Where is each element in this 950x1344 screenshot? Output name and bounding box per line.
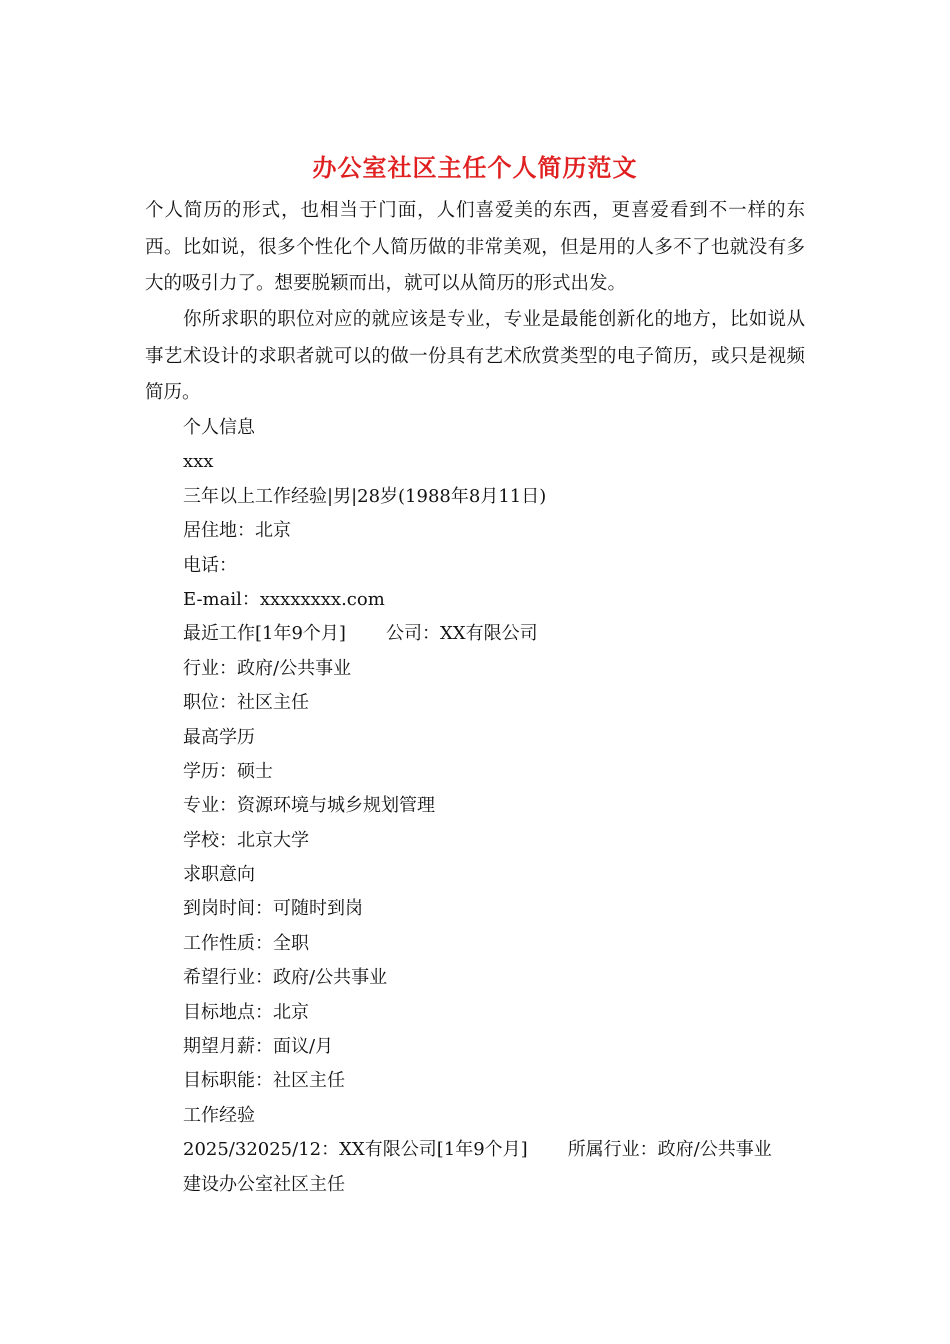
experience-entry-industry: 所属行业：政府/公共事业 [567,1139,772,1161]
desired-industry-line: 希望行业：政府/公共事业 [183,967,388,989]
section-heading-experience: 工作经验 [183,1104,255,1126]
experience-entry-period: 2025/32025/12：XX有限公司[1年9个月] [183,1139,528,1161]
email-line: E-mail：xxxxxxxx.com [183,588,385,610]
target-location-line: 目标地点：北京 [183,1001,309,1023]
residence-line: 居住地：北京 [183,520,291,542]
advice-paragraph: 你所求职的职位对应的就应该是专业，专业是最能创新化的地方，比如说从事艺术设计的求职者就可以的做一份具有艺术欣赏类型的电子简历，或只是视频简历。 [145,309,805,403]
target-role-line: 目标职能：社区主任 [183,1070,345,1092]
section-heading-education: 最高学历 [183,726,255,748]
industry-line: 行业：政府/公共事业 [183,657,352,679]
section-heading-job-intent: 求职意向 [183,864,255,886]
position-line: 职位：社区主任 [183,692,309,714]
school-line: 学校：北京大学 [183,829,309,851]
phone-line: 电话： [183,554,237,576]
section-heading-personal-info: 个人信息 [183,417,255,438]
experience-role-line: 建设办公室社区主任 [183,1173,345,1195]
major-line: 专业：资源环境与城乡规划管理 [183,795,435,817]
experience-entry-line [183,1133,823,1167]
recent-job-duration: 最近工作[1年9个月] [183,623,346,645]
recent-job-line [183,617,823,651]
degree-line: 学历：硕士 [183,760,273,782]
recent-job-company: 公司：XX有限公司 [385,623,538,645]
salary-line: 期望月薪：面议/月 [183,1036,334,1058]
arrival-line: 到岗时间：可随时到岗 [183,898,363,920]
document-title: 办公室社区主任个人简历范文 [312,153,638,182]
intro-paragraph: 个人简历的形式，也相当于门面，人们喜爱美的东西，更喜爱看到不一样的东西。比如说，很多个性化个人简历做的非常美观，但是用的人多不了也就没有多大的吸引力了。想要脱颖而出，就可以从简历的形式出发。 [145,200,805,294]
resume-details [183,411,823,1202]
job-type-line: 工作性质：全职 [183,932,309,954]
candidate-summary: 三年以上工作经验|男|28岁(1988年8月11日) [183,485,547,507]
candidate-name: xxx [183,451,214,473]
